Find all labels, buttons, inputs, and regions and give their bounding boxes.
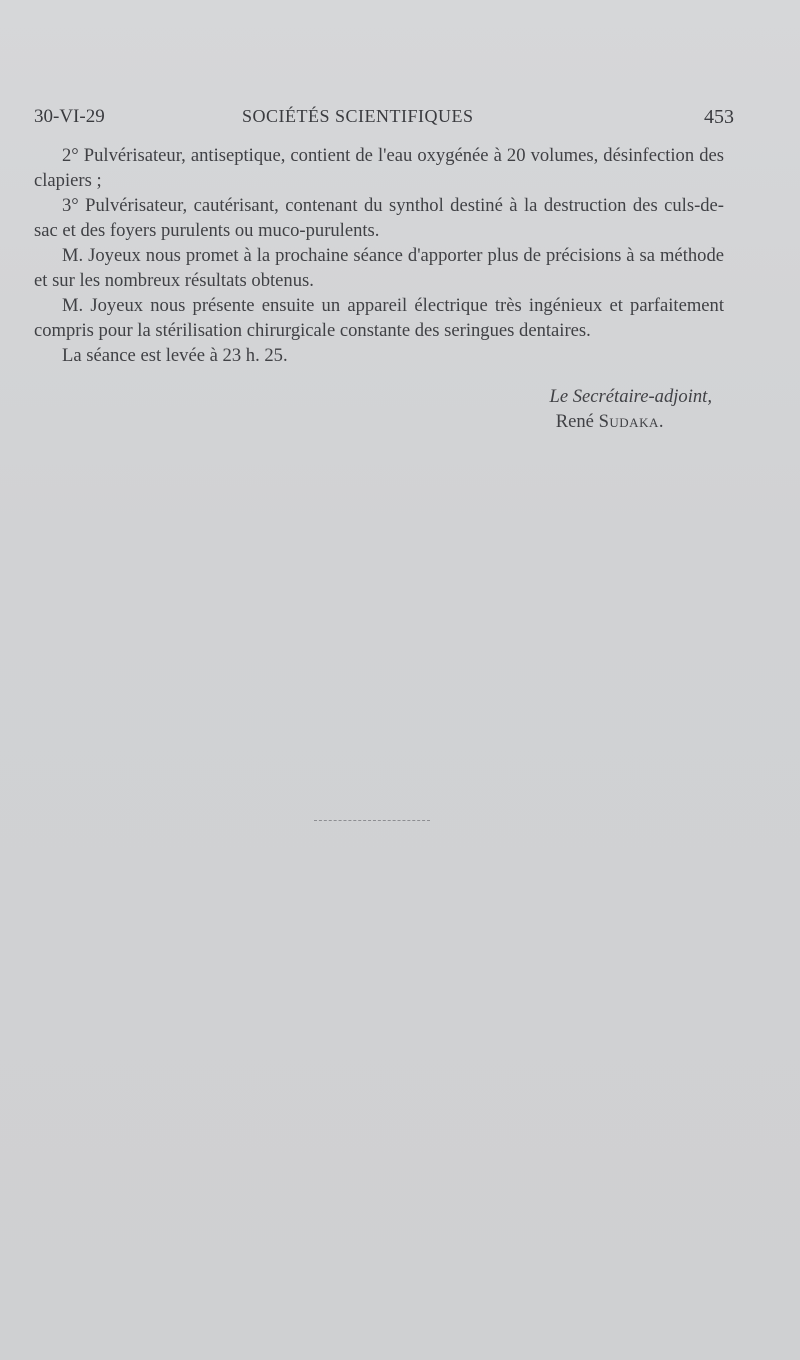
- body-text: [34, 143, 724, 368]
- signature-name: [34, 409, 724, 434]
- header-title: SOCIÉTÉS SCIENTIFIQUES: [242, 106, 474, 126]
- page-number: 453: [704, 106, 734, 128]
- section-divider: [314, 820, 430, 821]
- running-header: [34, 104, 734, 132]
- signature-first-name: René: [555, 411, 594, 432]
- signature-role: Le Secrétaire-adjoint,: [549, 386, 712, 407]
- signature-surname: Sudaka.: [598, 411, 664, 432]
- signature-block: [34, 384, 724, 434]
- paragraph-joyeux-device: M. Joyeux nous présente ensuite un appareil électrique très ingénieux et parfaitement compris pour la stérilisation chirurgicale constante des seringues dentaires.: [34, 295, 724, 341]
- paragraph-item-3: 3° Pulvérisateur, cautérisant, contenant du synthol destiné à la destruction des culs-de-sac et des foyers purulents ou muco-purulents.: [34, 195, 724, 241]
- header-date: 30-VI-29: [34, 106, 105, 127]
- paragraph-joyeux-promise: M. Joyeux nous promet à la prochaine séance d'apporter plus de précisions à sa méthode et sur les nombreux résultats obtenus.: [34, 245, 724, 291]
- paragraph-item-2: 2° Pulvérisateur, antiseptique, contient de l'eau oxygénée à 20 volumes, désinfection des clapiers ;: [34, 145, 724, 191]
- paragraph-closing: La séance est levée à 23 h. 25.: [62, 345, 288, 366]
